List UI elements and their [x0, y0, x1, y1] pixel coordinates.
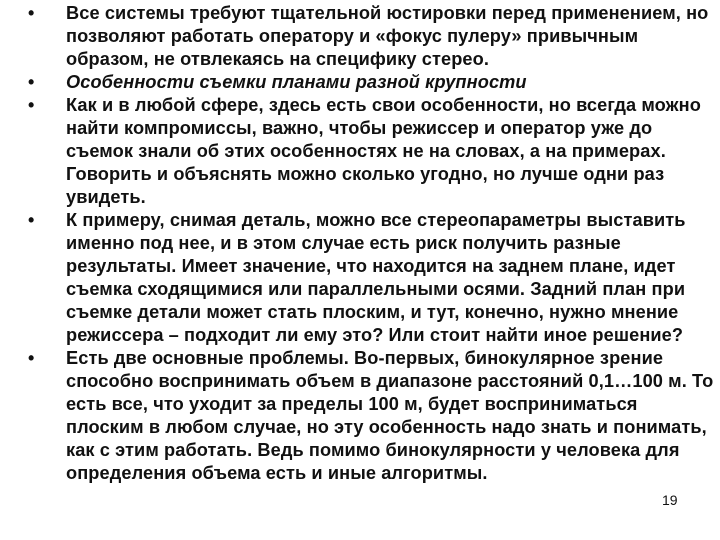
bullet-icon: • [28, 95, 35, 115]
bullet-text-3: Как и в любой сфере, здесь есть свои особенности, но всегда можно найти компромиссы, важно, чтобы режиссер и оператор уже до съемок знали об этих особенностях не на словах, а на примерах. Говорить и объяснять можно сколько угодно, но лучше одни раз увидеть. [66, 95, 701, 207]
bullet-item-4 [28, 209, 718, 347]
bullet-text-5: Есть две основные проблемы. Во-первых, бинокулярное зрение способно воспринимать объем в диапазоне расстояний 0,1…100 м. То есть все, что уходит за пределы 100 м, будет восприниматься плоским в любом случае, но эту особенность надо знать и понимать, как с этим работать. Ведь помимо бинокулярности у человека для определения объема есть и иные алгоритмы. [66, 348, 714, 483]
page-number: 19 [662, 492, 678, 508]
bullet-item-3 [28, 94, 718, 209]
bullet-icon: • [28, 210, 35, 230]
bullet-text-4: К примеру, снимая деталь, можно все стереопараметры выставить именно под нее, и в этом случае есть риск получить разные результаты. Имеет значение, что находится на заднем плане, идет съемка сходящимися или параллельными осями. Задний план при съемке детали может стать плоским, и тут, конечно, нужно мнение режиссера – подходит ли ему это? Или стоит найти иное решение? [66, 210, 686, 345]
bullet-item-1 [28, 2, 718, 71]
bullet-icon: • [28, 72, 35, 92]
bullet-item-2 [28, 71, 718, 94]
bullet-list [28, 2, 718, 485]
bullet-text-2: Особенности съемки планами разной крупности [66, 72, 527, 92]
bullet-item-5 [28, 347, 718, 485]
bullet-icon: • [28, 3, 35, 23]
bullet-icon: • [28, 348, 35, 368]
bullet-text-1: Все системы требуют тщательной юстировки перед применением, но позволяют работать оператору и «фокус пулеру» привычным образом, не отвлекаясь на специфику стерео. [66, 3, 709, 69]
